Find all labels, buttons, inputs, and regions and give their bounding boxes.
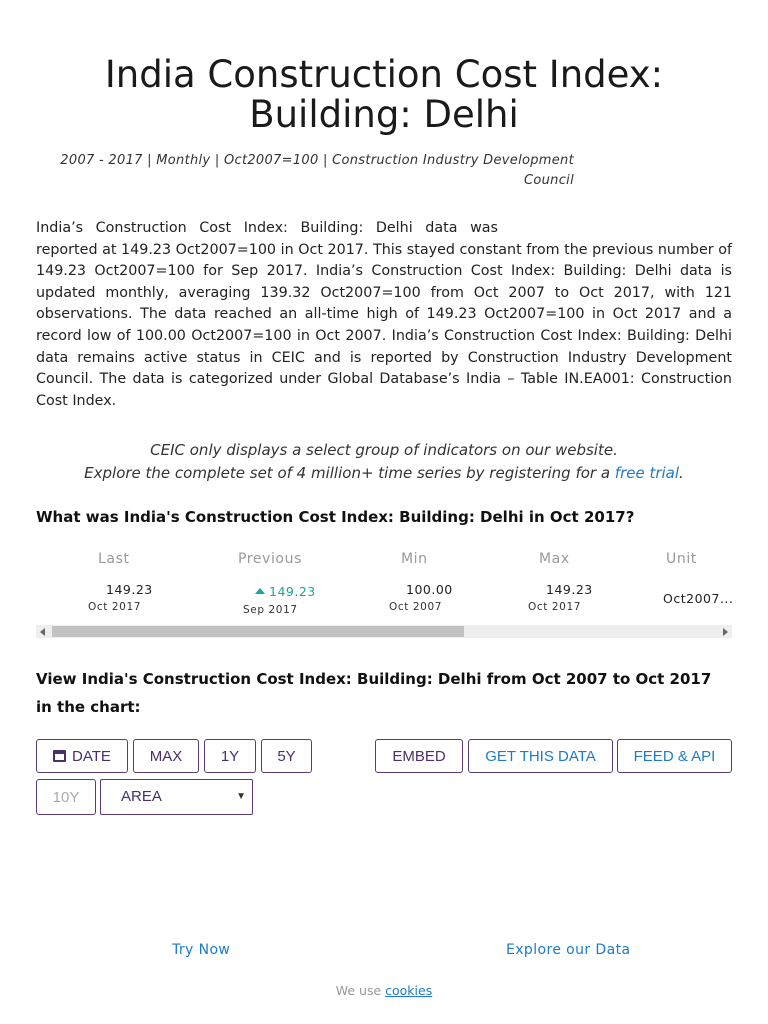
calendar-icon bbox=[53, 750, 66, 762]
max-value: 149.23 bbox=[546, 582, 593, 597]
stats-table bbox=[36, 545, 732, 640]
cookies-link[interactable]: cookies bbox=[385, 983, 433, 998]
header-min: Min bbox=[401, 551, 428, 567]
header-max: Max bbox=[539, 551, 570, 567]
header-previous: Previous bbox=[238, 551, 302, 567]
page-title: India Construction Cost Index: Building: Delhi bbox=[104, 53, 664, 136]
scroll-right-icon[interactable] bbox=[723, 628, 728, 636]
min-date: Oct 2007 bbox=[389, 601, 443, 613]
header-unit: Unit bbox=[666, 551, 697, 567]
up-arrow-icon bbox=[255, 588, 265, 594]
max-date: Oct 2017 bbox=[528, 601, 582, 613]
five-year-button[interactable]: 5Y bbox=[261, 739, 312, 773]
promo-text bbox=[36, 439, 732, 485]
min-value: 100.00 bbox=[406, 582, 453, 597]
dropdown-caret-icon: ▼ bbox=[236, 791, 246, 802]
description-body: reported at 149.23 Oct2007=100 in Oct 2017. This stayed constant from the previous number of 149.23 Oct2007=100 for Sep 2017. India’s Construction Cost Index: Building: Delhi data is updated monthly, averaging 139.32 Oct2007=100 from Oct 2007 to Oct 2017, with 121 observations. The data reached an all-time high of 149.23 Oct2007=100 in Oct 2017 and a record low of 100.00 Oct2007=100 in Oct 2007. India’s Construction Cost Index: Building: Delhi data remains active status in CEIC and is reported by Construction Industry Development Council. The data is categorized under Global Database’s India – Table IN.EA001: Construction Cost Index. bbox=[36, 241, 732, 409]
promo-line-2: Explore the complete set of 4 million+ time series by registering for a free trial. bbox=[84, 464, 684, 482]
get-this-data-button[interactable]: GET THIS DATA bbox=[468, 739, 613, 773]
chart-question: View India's Construction Cost Index: Building: Delhi from Oct 2007 to Oct 2017 in the chart: bbox=[36, 670, 712, 716]
try-now-link[interactable]: Try Now bbox=[172, 942, 231, 958]
free-trial-link[interactable]: free trial bbox=[614, 464, 680, 482]
series-subtitle: 2007 - 2017 | Monthly | Oct2007=100 | Construction Industry Development Council bbox=[60, 153, 574, 188]
last-value: 149.23 bbox=[106, 582, 153, 597]
one-year-button[interactable]: 1Y bbox=[204, 739, 256, 773]
chart-type-select[interactable]: AREA ▼ bbox=[100, 779, 253, 815]
previous-value: 149.23 bbox=[255, 584, 316, 599]
embed-button[interactable]: EMBED bbox=[375, 739, 463, 773]
horizontal-scrollbar[interactable] bbox=[36, 625, 732, 638]
explore-data-link[interactable]: Explore our Data bbox=[506, 942, 631, 958]
unit-value: Oct2007... bbox=[663, 591, 734, 606]
cookie-notice: We use cookies bbox=[335, 983, 433, 998]
description-line-1: India’s Construction Cost Index: Building: Delhi data was bbox=[36, 220, 498, 236]
last-date: Oct 2017 bbox=[88, 601, 142, 613]
scrollbar-thumb[interactable] bbox=[52, 626, 464, 637]
scroll-left-icon[interactable] bbox=[40, 628, 45, 636]
feed-api-button[interactable]: FEED & API bbox=[617, 739, 732, 773]
max-range-button[interactable]: MAX bbox=[133, 739, 199, 773]
series-description bbox=[36, 218, 732, 412]
ten-year-button[interactable]: 10Y bbox=[36, 779, 96, 815]
previous-date: Sep 2017 bbox=[243, 604, 298, 616]
promo-line-1: CEIC only displays a select group of indicators on our website. bbox=[150, 441, 618, 459]
header-last: Last bbox=[98, 551, 130, 567]
date-button[interactable]: DATE bbox=[36, 739, 128, 773]
latest-value-question: What was India's Construction Cost Index: Building: Delhi in Oct 2017? bbox=[36, 508, 635, 526]
